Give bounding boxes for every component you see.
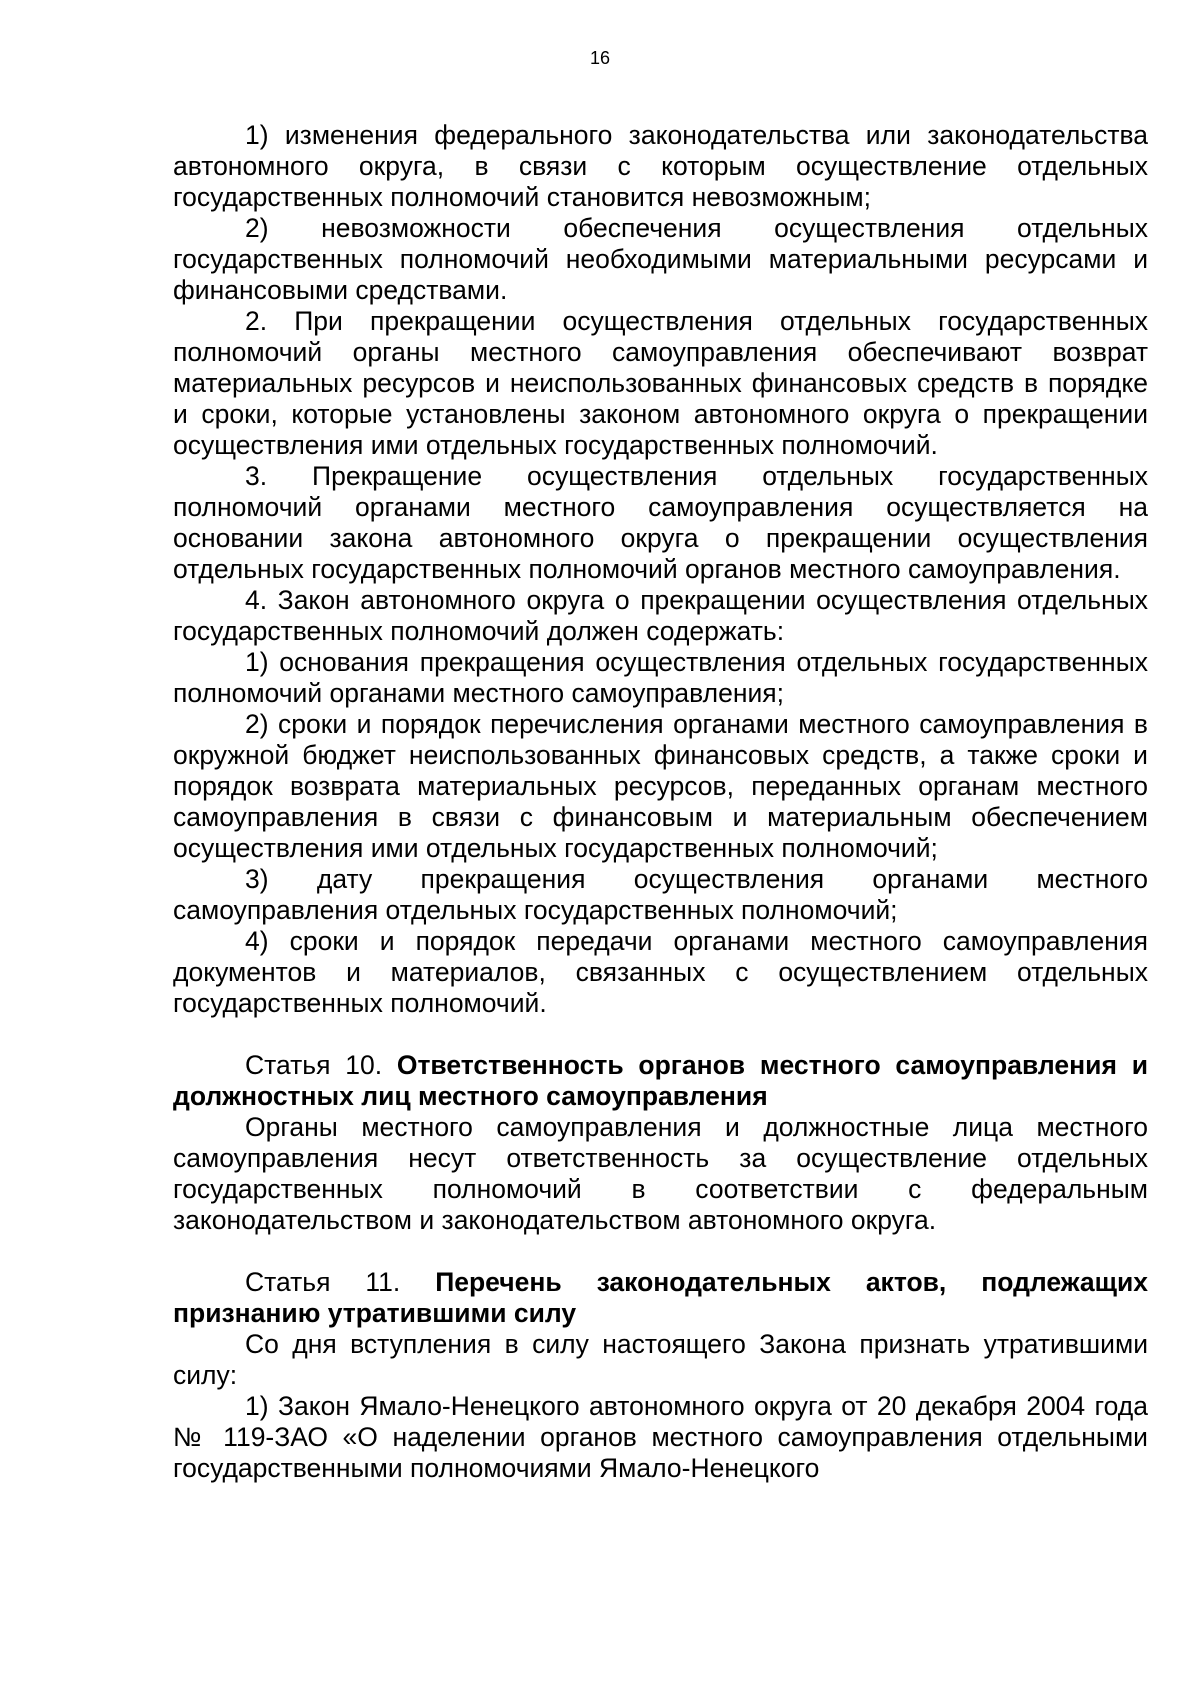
article-11-number: Статья 11. xyxy=(245,1267,436,1297)
article-11-intro: Со дня вступления в силу настоящего Закона признать утратившими силу: xyxy=(173,1329,1148,1390)
article-11-title: Перечень законодательных актов, подлежащих признанию утратившими силу xyxy=(173,1267,1148,1328)
paragraph-part-4-item-2: 2) сроки и порядок перечисления органами местного самоуправления в окружной бюджет неиспользованных финансовых средств, а также сроки и порядок возврата материальных ресурсов, переданных органам местного самоуправления в связи с финансовым и материальным обеспечением осуществления ими отдельных государственных полномочий; xyxy=(173,709,1148,863)
article-11-item-1: 1) Закон Ямало-Ненецкого автономного округа от 20 декабря 2004 года № 119-ЗАО «О наделении органов местного самоуправления отдельными государственными полномочиями Ямало-Ненецкого xyxy=(173,1391,1148,1483)
page-number: 16 xyxy=(589,48,611,68)
article-10-title: Ответственность органов местного самоуправления и должностных лиц местного самоуправления xyxy=(173,1050,1148,1111)
paragraph-part-4-item-3: 3) дату прекращения осуществления органами местного самоуправления отдельных государственных полномочий; xyxy=(173,864,1148,925)
paragraph-part-4: 4. Закон автономного округа о прекращении осуществления отдельных государственных полномочий должен содержать: xyxy=(173,585,1148,646)
paragraph-part-2: 2. При прекращении осуществления отдельных государственных полномочий органы местного самоуправления обеспечивают возврат материальных ресурсов и неиспользованных финансовых средств в порядке и сроки, которые установлены законом автономного округа о прекращении осуществления ими отдельных государственных полномочий. xyxy=(173,306,1148,460)
spacer xyxy=(173,1019,1148,1050)
article-10-heading xyxy=(173,1050,1148,1112)
paragraph-part-4-item-1: 1) основания прекращения осуществления отдельных государственных полномочий органами местного самоуправления; xyxy=(173,647,1148,708)
document-body xyxy=(173,120,1148,1484)
article-10-body: Органы местного самоуправления и должностные лица местного самоуправления несут ответственность за осуществление отдельных государственных полномочий в соответствии с федеральным законодательством и законодательством автономного округа. xyxy=(173,1112,1148,1235)
article-10-number: Статья 10. xyxy=(245,1050,397,1080)
paragraph-part-3: 3. Прекращение осуществления отдельных государственных полномочий органами местного самоуправления осуществляется на основании закона автономного округа о прекращении осуществления отдельных государственных полномочий органов местного самоуправления. xyxy=(173,461,1148,584)
spacer xyxy=(173,1236,1148,1267)
paragraph-amendment-item-2: 2) невозможности обеспечения осуществления отдельных государственных полномочий необходимыми материальными ресурсами и финансовыми средствами. xyxy=(173,213,1148,305)
paragraph-amendment-item-1: 1) изменения федерального законодательства или законодательства автономного округа, в связи с которым осуществление отдельных государственных полномочий становится невозможным; xyxy=(173,120,1148,212)
article-11-heading xyxy=(173,1267,1148,1329)
paragraph-part-4-item-4: 4) сроки и порядок передачи органами местного самоуправления документов и материалов, связанных с осуществлением отдельных государственных полномочий. xyxy=(173,926,1148,1018)
